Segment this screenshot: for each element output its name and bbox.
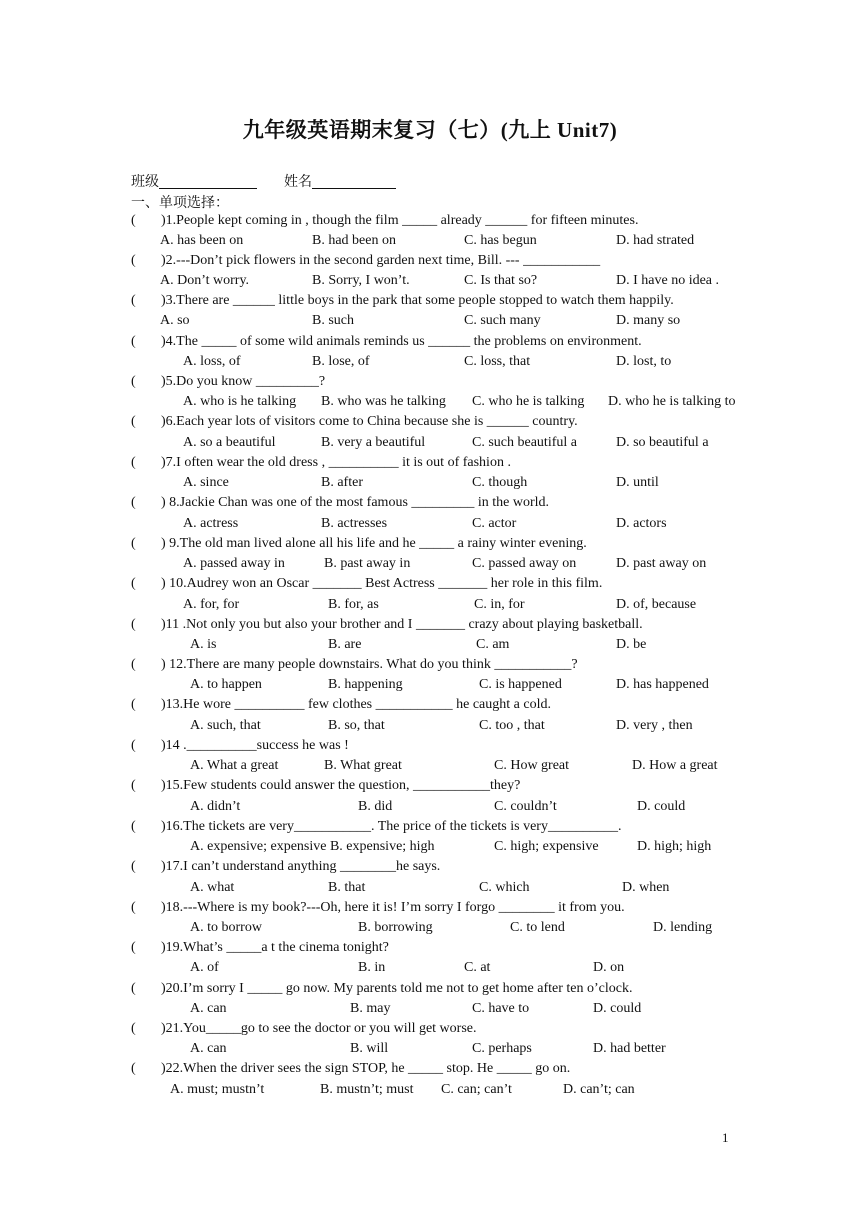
answer-blank[interactable]: ( — [131, 536, 136, 551]
section-title: 一、单项选择： — [131, 196, 229, 211]
question-text: People kept coming in , though the film _____ already ______ for fifteen minutes. — [176, 213, 639, 228]
question-number: )11 . — [161, 617, 187, 632]
option-a: A. is — [190, 637, 217, 652]
question-stem — [131, 900, 625, 916]
option-c: C. too , that — [479, 718, 545, 733]
answer-blank[interactable]: ( — [131, 455, 136, 470]
option-b: B. that — [328, 880, 366, 895]
option-a: A. since — [183, 475, 229, 490]
question-text: I often wear the old dress , __________ it is out of fashion . — [176, 455, 511, 470]
option-b: B. very a beautiful — [321, 435, 426, 450]
question-number: )17. — [161, 859, 184, 874]
option-c: C. loss, that — [464, 354, 531, 369]
option-c: C. to lend — [510, 920, 565, 935]
answer-blank[interactable]: ( — [131, 253, 136, 268]
question-text: The _____ of some wild animals reminds us ______ the problems on environment. — [176, 334, 642, 349]
question-stem — [131, 657, 578, 673]
option-b: B. are — [328, 637, 362, 652]
option-c: C. am — [476, 637, 510, 652]
option-c: C. perhaps — [472, 1041, 532, 1056]
name-blank[interactable] — [312, 174, 396, 189]
option-d: D. of, because — [616, 597, 697, 612]
question-number: )21. — [161, 1021, 184, 1036]
question-text: You_____go to see the doctor or you will get worse. — [183, 1021, 477, 1036]
option-b: B. past away in — [324, 556, 411, 571]
question-number: )7. — [161, 455, 177, 470]
question-number: )6. — [161, 414, 177, 429]
option-a: A. can — [190, 1001, 227, 1016]
answer-blank[interactable]: ( — [131, 495, 136, 510]
option-a: A. what — [190, 880, 235, 895]
answer-blank[interactable]: ( — [131, 778, 136, 793]
question-text: Each year lots of visitors come to China because she is ______ country. — [176, 414, 578, 429]
answer-blank[interactable]: ( — [131, 940, 136, 955]
option-d: D. I have no idea . — [616, 273, 720, 288]
question-number: ) 9. — [161, 536, 180, 551]
question-text: There are ______ little boys in the park that some people stopped to watch them happily. — [176, 293, 674, 308]
option-a: A. to happen — [190, 677, 262, 692]
option-b: B. who was he talking — [321, 394, 446, 409]
option-b: B. actresses — [321, 516, 388, 531]
answer-blank[interactable]: ( — [131, 293, 136, 308]
question-text: He wore __________ few clothes ___________ he caught a cold. — [183, 697, 551, 712]
answer-blank[interactable]: ( — [131, 1061, 136, 1076]
option-b: B. will — [350, 1041, 389, 1056]
option-d: D. lost, to — [616, 354, 672, 369]
question-stem — [131, 819, 621, 835]
answer-blank[interactable]: ( — [131, 981, 136, 996]
question-stem — [131, 738, 349, 754]
question-stem — [131, 213, 638, 229]
document-title: 九年级英语期末复习（七）(九上 Unit7) — [242, 118, 618, 142]
option-d: D. had strated — [616, 233, 695, 248]
option-c: C. at — [464, 960, 491, 975]
option-d: D. actors — [616, 516, 667, 531]
question-text: __________success he was ! — [186, 738, 349, 753]
answer-blank[interactable]: ( — [131, 738, 136, 753]
option-a: A. expensive; expensive B. expensive; high — [190, 839, 435, 854]
option-b: B. did — [358, 799, 393, 814]
question-number: )5. — [161, 374, 177, 389]
question-stem — [131, 1021, 477, 1037]
option-d: D. past away on — [616, 556, 707, 571]
option-d: D. on — [593, 960, 625, 975]
answer-blank[interactable]: ( — [131, 1021, 136, 1036]
answer-blank[interactable]: ( — [131, 213, 136, 228]
question-number: )2. — [161, 253, 177, 268]
question-text: Do you know _________? — [176, 374, 326, 389]
question-number: ) 12. — [161, 657, 187, 672]
question-number: ) 8. — [161, 495, 180, 510]
option-a: A. can — [190, 1041, 227, 1056]
option-c: C. such beautiful a — [472, 435, 577, 450]
question-number: )18. — [161, 900, 184, 915]
option-b: B. such — [312, 313, 354, 328]
option-a: A. so — [160, 313, 190, 328]
answer-blank[interactable]: ( — [131, 900, 136, 915]
question-text: I can’t understand anything ________he says. — [183, 859, 441, 874]
option-c: C. How great — [494, 758, 570, 773]
question-text: Audrey won an Oscar _______ Best Actress _______ her role in this film. — [186, 576, 603, 591]
name-label: 姓名 — [284, 175, 312, 190]
question-text: Not only you but also your brother and I _______ crazy about playing basketball. — [186, 617, 643, 632]
question-stem — [131, 697, 551, 713]
answer-blank[interactable]: ( — [131, 334, 136, 349]
option-a: A. for, for — [183, 597, 240, 612]
answer-blank[interactable]: ( — [131, 576, 136, 591]
question-text: The tickets are very___________. The price of the tickets is very__________. — [183, 819, 622, 834]
option-b: B. What great — [324, 758, 402, 773]
option-d: D. lending — [653, 920, 713, 935]
question-text: There are many people downstairs. What do you think ___________? — [186, 657, 578, 672]
class-blank[interactable] — [159, 174, 257, 189]
answer-blank[interactable]: ( — [131, 414, 136, 429]
question-stem — [131, 1061, 570, 1077]
option-b: B. so, that — [328, 718, 385, 733]
option-b: B. in — [358, 960, 386, 975]
option-d: D. very , then — [616, 718, 693, 733]
question-stem — [131, 778, 520, 794]
option-c: C. actor — [472, 516, 517, 531]
question-stem — [131, 576, 602, 592]
option-c: C. is happened — [479, 677, 562, 692]
question-stem — [131, 414, 578, 430]
option-d: D. can’t; can — [563, 1082, 635, 1097]
option-a: A. loss, of — [183, 354, 241, 369]
option-a: A. didn’t — [190, 799, 241, 814]
option-b: B. after — [321, 475, 363, 490]
option-d: D. How a great — [632, 758, 718, 773]
question-number: )13. — [161, 697, 184, 712]
question-stem — [131, 253, 600, 269]
option-d: D. had better — [593, 1041, 666, 1056]
option-b: B. borrowing — [358, 920, 433, 935]
answer-blank[interactable]: ( — [131, 617, 136, 632]
option-c: C. Is that so? — [464, 273, 538, 288]
question-stem — [131, 940, 389, 956]
question-number: )1. — [161, 213, 177, 228]
option-a: A. actress — [183, 516, 239, 531]
option-a: A. passed away in — [183, 556, 285, 571]
option-c: C. who he is talking — [472, 394, 585, 409]
question-number: )4. — [161, 334, 177, 349]
question-text: The old man lived alone all his life and he _____ a rainy winter evening. — [179, 536, 587, 551]
option-c: C. which — [479, 880, 530, 895]
page-number: 1 — [722, 1130, 729, 1145]
question-number: )22. — [161, 1061, 184, 1076]
option-b: B. for, as — [328, 597, 379, 612]
option-a: A. of — [190, 960, 219, 975]
question-number: )15. — [161, 778, 184, 793]
option-c: C. such many — [464, 313, 541, 328]
question-number: )3. — [161, 293, 177, 308]
question-number: )16. — [161, 819, 184, 834]
question-stem — [131, 374, 325, 390]
option-d: D. many so — [616, 313, 681, 328]
question-text: I’m sorry I _____ go now. My parents told me not to get home after ten o’clock. — [183, 981, 633, 996]
answer-blank[interactable]: ( — [131, 859, 136, 874]
option-c: C. in, for — [474, 597, 525, 612]
option-c: C. high; expensive — [494, 839, 599, 854]
option-b: B. Sorry, I won’t. — [312, 273, 410, 288]
option-a: A. Don’t worry. — [160, 273, 250, 288]
question-number: ) 10. — [161, 576, 187, 591]
option-c: C. has begun — [464, 233, 537, 248]
option-c: C. couldn’t — [494, 799, 557, 814]
question-text: When the driver sees the sign STOP, he _____ stop. He _____ go on. — [183, 1061, 571, 1076]
question-stem — [131, 981, 633, 997]
option-a: A. to borrow — [190, 920, 262, 935]
option-d: D. high; high — [637, 839, 712, 854]
question-text: Jackie Chan was one of the most famous _________ in the world. — [179, 495, 550, 510]
option-a: A. so a beautiful — [183, 435, 276, 450]
question-text: ---Don’t pick flowers in the second garden next time, Bill. --- ___________ — [176, 253, 601, 268]
option-d: D. until — [616, 475, 659, 490]
answer-blank[interactable]: ( — [131, 374, 136, 389]
question-text: What’s _____a t the cinema tonight? — [183, 940, 389, 955]
question-stem — [131, 334, 642, 350]
question-text: ---Where is my book?---Oh, here it is! I’m sorry I forgo ________ it from you. — [183, 900, 625, 915]
option-a: A. must; mustn’t — [170, 1082, 265, 1097]
option-a: A. has been on — [160, 233, 244, 248]
option-d: D. could — [637, 799, 686, 814]
option-b: B. happening — [328, 677, 403, 692]
question-stem — [131, 617, 643, 633]
question-stem — [131, 293, 674, 309]
option-c: C. can; can’t — [441, 1082, 512, 1097]
option-a: A. who is he talking — [183, 394, 297, 409]
option-d: D. when — [622, 880, 670, 895]
question-number: )19. — [161, 940, 184, 955]
answer-blank[interactable]: ( — [131, 657, 136, 672]
option-d: D. has happened — [616, 677, 709, 692]
question-stem — [131, 859, 440, 875]
option-c: C. passed away on — [472, 556, 577, 571]
option-b: B. lose, of — [312, 354, 370, 369]
question-stem — [131, 536, 587, 552]
option-b: B. had been on — [312, 233, 396, 248]
answer-blank[interactable]: ( — [131, 697, 136, 712]
question-number: )20. — [161, 981, 184, 996]
option-d: D. who he is talking to — [608, 394, 736, 409]
question-text: Few students could answer the question, ___________they? — [183, 778, 521, 793]
option-a: A. What a great — [190, 758, 279, 773]
option-d: D. so beautiful a — [616, 435, 709, 450]
option-a: A. such, that — [190, 718, 261, 733]
class-name-row — [131, 171, 396, 191]
option-c: C. though — [472, 475, 528, 490]
option-d: D. could — [593, 1001, 642, 1016]
answer-blank[interactable]: ( — [131, 819, 136, 834]
option-d: D. be — [616, 637, 647, 652]
question-number: )14 . — [161, 738, 187, 753]
question-stem — [131, 495, 549, 511]
question-stem — [131, 455, 511, 471]
option-c: C. have to — [472, 1001, 530, 1016]
class-label: 班级 — [131, 175, 159, 190]
option-b: B. may — [350, 1001, 391, 1016]
option-b: B. mustn’t; must — [320, 1082, 414, 1097]
